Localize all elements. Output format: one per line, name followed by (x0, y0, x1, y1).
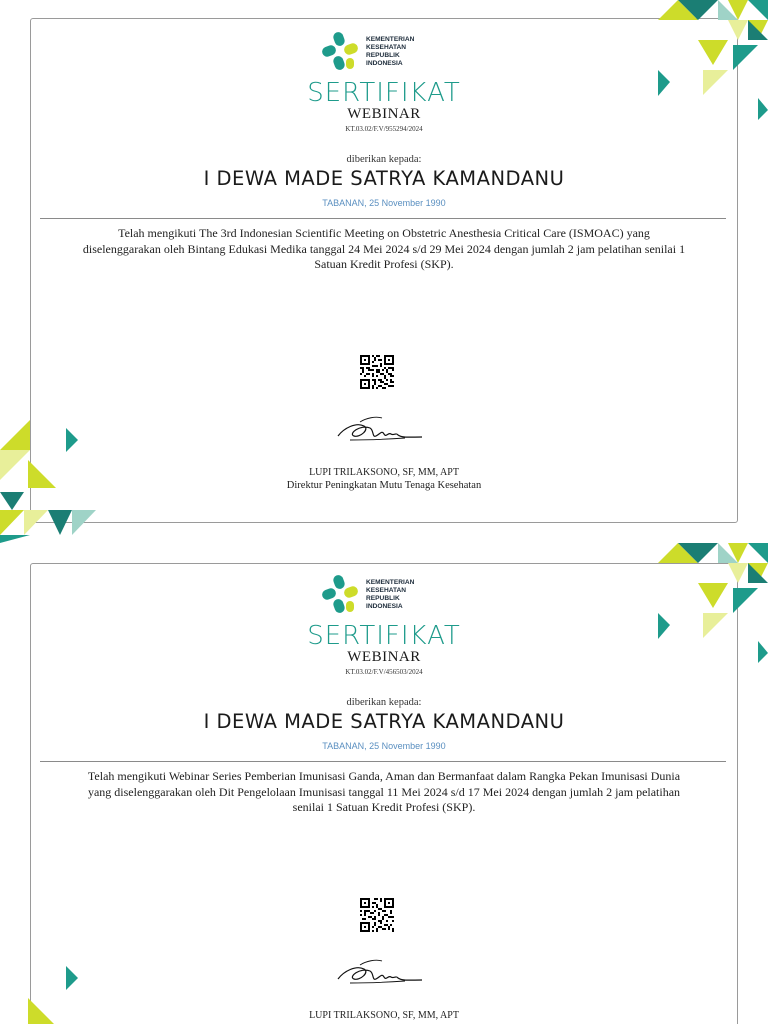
logo-text: KEMENTERIAN KESEHATAN REPUBLIK INDONESIA (366, 579, 415, 610)
kemenkes-logo (320, 573, 440, 619)
signature-image (330, 410, 430, 450)
recipient-name: I DEWA MADE SATRYA KAMANDANU (203, 710, 565, 733)
recipient-name: I DEWA MADE SATRYA KAMANDANU (203, 167, 565, 190)
certificate-title: SERTIFIKAT (307, 621, 461, 651)
certificate-page-2 (0, 543, 768, 1024)
qr-code-icon (360, 898, 394, 932)
signature-image (330, 953, 430, 993)
divider-line (40, 218, 726, 219)
kemenkes-emblem-icon (320, 30, 364, 76)
divider-line (40, 761, 726, 762)
signer-title: Direktur Peningkatan Mutu Tenaga Kesehatan (286, 480, 482, 491)
qr-code-icon (360, 355, 394, 389)
birth-place-date: TABANAN, 25 November 1990 (322, 198, 446, 208)
kemenkes-emblem-icon (320, 573, 364, 619)
certificate-body-text: Telah mengikuti The 3rd Indonesian Scientific Meeting on Obstetric Anesthesia Critical Care (ISMOAC) yang diselenggarakan oleh Bintang Edukasi Medika tanggal 24 Mei 2024 s/d 29 Mei 2024 dengan jumlah 2 jam pelatihan senilai 1 Satuan Kredit Profesi (SKP). (82, 226, 686, 271)
certificate-number: KT.03.02/F.V/955294/2024 (345, 125, 423, 133)
kemenkes-logo (320, 30, 440, 76)
certificate-subtitle: WEBINAR (347, 649, 421, 665)
certificate-number: KT.03.02/F.V/456503/2024 (345, 668, 423, 676)
signer-name: LUPI TRILAKSONO, SF, MM, APT (309, 467, 459, 478)
certificate-subtitle: WEBINAR (347, 106, 421, 122)
given-to-label: diberikan kepada: (346, 697, 422, 708)
birth-place-date: TABANAN, 25 November 1990 (322, 741, 446, 751)
signer-name: LUPI TRILAKSONO, SF, MM, APT (309, 1010, 459, 1021)
certificate-title: SERTIFIKAT (307, 78, 461, 108)
logo-text: KEMENTERIAN KESEHATAN REPUBLIK INDONESIA (366, 36, 415, 67)
given-to-label: diberikan kepada: (346, 154, 422, 165)
certificate-body-text: Telah mengikuti Webinar Series Pemberian Imunisasi Ganda, Aman dan Bermanfaat dalam Rangka Pekan Imunisasi Dunia yang diselenggarakan oleh Dit Pengelolaan Imunisasi tanggal 11 Mei 2024 s/d 17 Mei 2024 dengan jumlah 2 jam pelatihan senilai 1 Satuan Kredit Profesi (SKP). (87, 769, 681, 814)
